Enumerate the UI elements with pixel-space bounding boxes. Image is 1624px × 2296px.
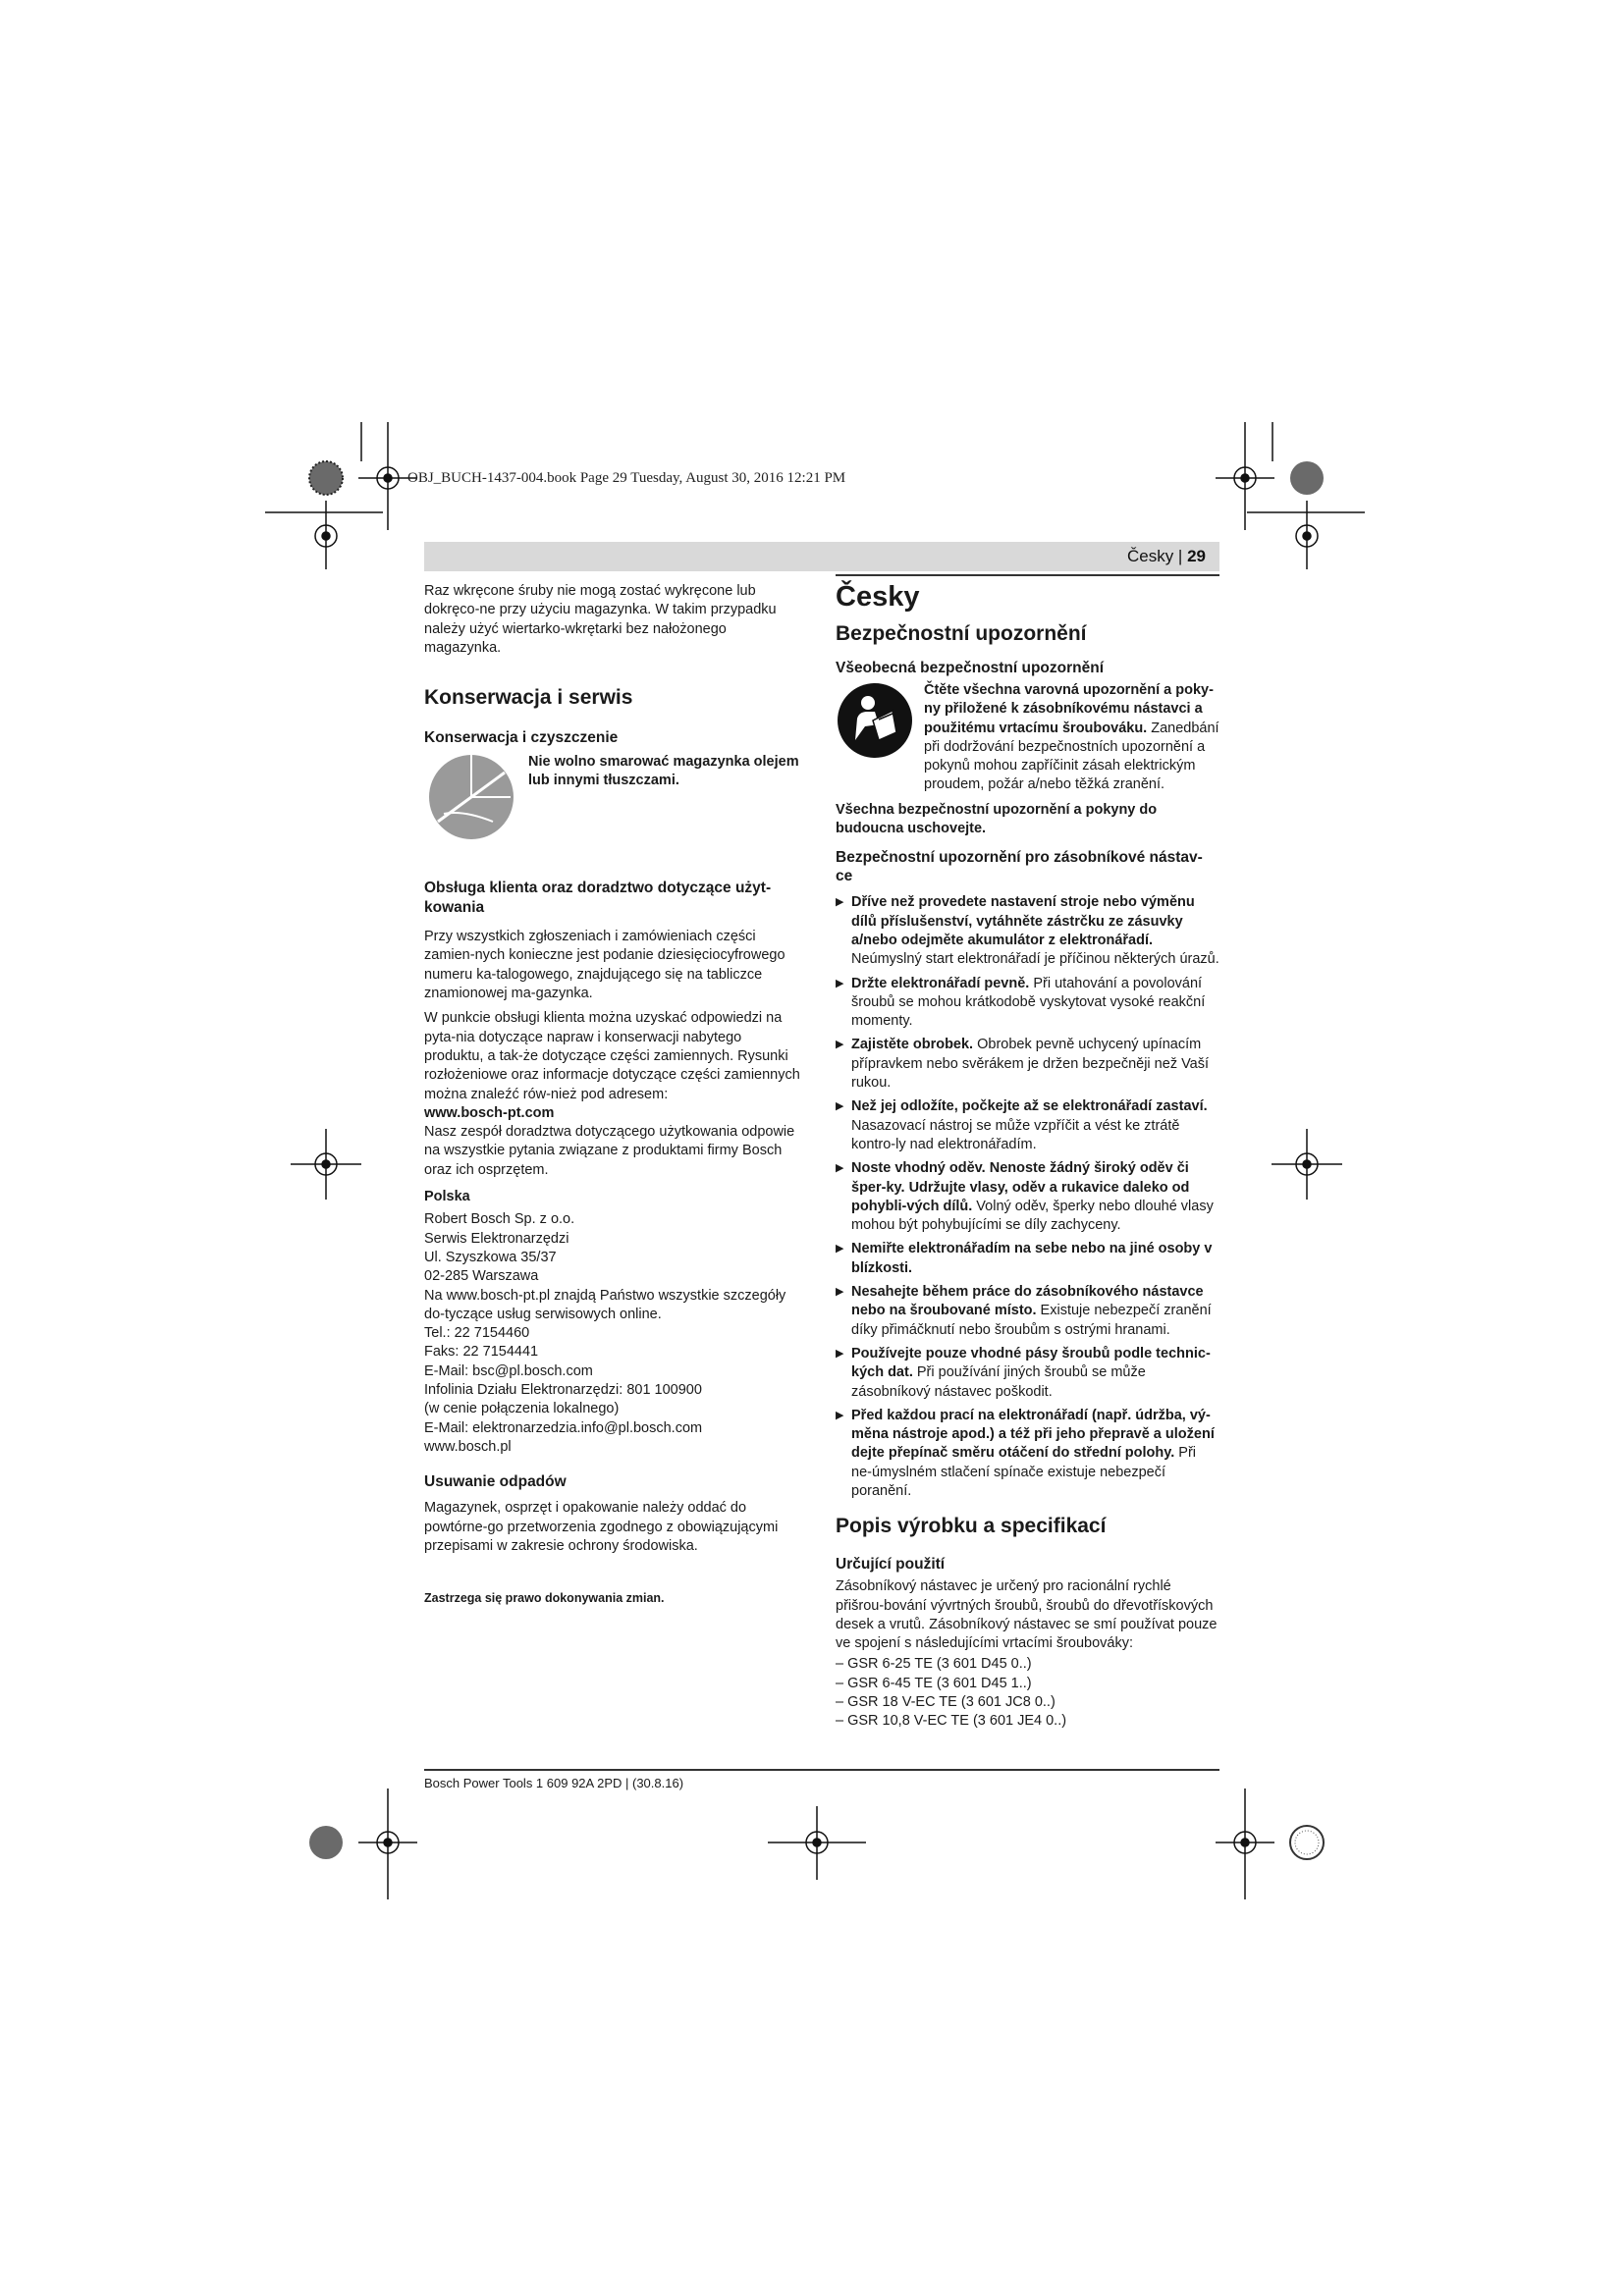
registration-disc-icon	[309, 1826, 343, 1859]
reservation-note: Zastrzega się prawo dokonywania zmian.	[424, 1591, 665, 1606]
bullet-text: Při ne-úmyslném stlačení spínače existuje nebezpečí poranění.	[851, 1445, 1197, 1499]
triangle-right-icon: ▶	[836, 1100, 844, 1113]
list-item: – GSR 10,8 V-EC TE (3 601 JE4 0..)	[836, 1713, 1067, 1730]
triangle-right-icon: ▶	[836, 1286, 844, 1299]
address-line: Ul. Szyszkowa 35/37	[424, 1249, 557, 1265]
crosshair-icon	[358, 1789, 417, 1899]
paragraph-intended-use: Zásobníkový nástavec je určený pro racionální rychlé přišrou-bování vývrtných šroubů, šroubů do dřevotřískových desek a vrutů. Zásobníkový nástavec se smí používat pouze ve spojení s následujícími vrtacími šroubováky:	[836, 1578, 1218, 1652]
heading-general-safety: Všeobecná bezpečnostní upozornění	[836, 660, 1105, 676]
bullet-text: Při používání jiných šroubů se může zásobníkový nástavec poškodit.	[851, 1364, 1146, 1400]
bullet-bold: Zajistěte obrobek.	[851, 1037, 974, 1053]
right-column	[836, 582, 1219, 1732]
registration-disc-icon	[309, 461, 343, 495]
address-line: E-Mail: elektronarzedzia.info@pl.bosch.com	[424, 1419, 703, 1436]
paragraph-service: W punkcie obsługi klienta można uzyskać odpowiedzi na pyta-nia dotyczące napraw i konserwacji nabytego produktu, a tak-że dotyczące części zamiennych. Rysunki rozłożeniowe oraz informacje dotyczące części zamiennych można znaleźć rów-nież pod adresem:	[424, 1010, 800, 1102]
notice-rest: Zanedbání při dodržování bezpečnostních upozornění a pokynů mohou zapříčinit zásah elektrickým proudem, požár a/nebo těžká zranění.	[924, 720, 1219, 793]
page-header	[424, 542, 1219, 571]
list-item: – GSR 6-45 TE (3 601 D45 1..)	[836, 1675, 1032, 1691]
heading-intended-use: Určující použití	[836, 1556, 946, 1574]
heading-safety: Bezpečnostní upozornění	[836, 622, 1087, 645]
crosshair-icon	[1216, 1789, 1274, 1899]
country-heading: Polska	[424, 1189, 470, 1205]
address-line: E-Mail: bsc@pl.bosch.com	[424, 1362, 593, 1379]
bullet-text: Nasazovací nástroj se může vzpříčit a vést ke ztrátě kontro-ly nad elektronářadím.	[851, 1117, 1180, 1152]
heading-magazine-safety: Bezpečnostní upozornění pro zásobníkové nástav-ce	[836, 849, 1203, 885]
safety-bullet	[836, 893, 1219, 969]
crosshair-icon	[1272, 1129, 1342, 1200]
address-line: Serwis Elektronarzędzi	[424, 1230, 569, 1247]
triangle-right-icon: ▶	[836, 896, 844, 909]
subheading-customer-service: Obsługa klienta oraz doradztwo dotyczące użyt-kowania	[424, 880, 772, 917]
triangle-right-icon: ▶	[836, 977, 844, 989]
safety-bullet	[836, 1036, 1219, 1093]
registration-disc-icon	[1290, 1826, 1324, 1859]
safety-bullet	[836, 1283, 1219, 1340]
heading-product-description: Popis výrobku a specifikací	[836, 1515, 1107, 1538]
bullet-text: Obrobek pevně uchycený upínacím přípravkem nebo svěrákem je držen bezpečněji než Vaší rukou.	[851, 1037, 1210, 1092]
safety-bullet	[836, 1407, 1219, 1501]
address-line: Faks: 22 7154441	[424, 1344, 539, 1361]
list-item: – GSR 6-25 TE (3 601 D45 0..)	[836, 1656, 1032, 1673]
triangle-right-icon: ▶	[836, 1347, 844, 1360]
bullet-text: Existuje nebezpečí zranění díky přimáčknutí nebo šroubům s ostrými hranami.	[851, 1303, 1212, 1338]
link-bosch-pt[interactable]: www.bosch-pt.com	[424, 1104, 555, 1121]
address-line: Tel.: 22 7154460	[424, 1325, 530, 1342]
safety-bullet	[836, 975, 1219, 1032]
footer-rule	[424, 1769, 1219, 1771]
bullet-bold: Dříve než provedete nastavení stroje nebo výměnu dílů příslušenství, vytáhněte zástrčku ze zásuvky a/nebo odejměte akumulátor z elektronářadí.	[851, 894, 1195, 948]
warning-text: Nie wolno smarować magazynka olejem lub innymi tłuszczami.	[528, 754, 799, 789]
bullet-bold: Před každou prací na elektronářadí (např. údržba, vý-měna nástroje apod.) a též při jeho přepravě a uložení dejte přepínač směru otáčení do střední polohy.	[851, 1407, 1215, 1462]
subheading-disposal: Usuwanie odpadów	[424, 1473, 567, 1491]
crosshair-icon	[768, 1806, 866, 1880]
crosshair-icon	[291, 1129, 361, 1200]
bullet-bold: Nesahejte během práce do zásobníkového nástavce nebo na šroubované místo.	[851, 1284, 1204, 1319]
no-grease-icon	[424, 753, 518, 841]
print-info-line: OBJ_BUCH-1437-004.book Page 29 Tuesday, August 30, 2016 12:21 PM	[407, 470, 846, 486]
address-line: Infolinia Działu Elektronarzędzi: 801 100900	[424, 1382, 702, 1399]
page-footer: Bosch Power Tools 1 609 92A 2PD | (30.8.16)	[424, 1776, 684, 1790]
address-line: www.bosch.pl	[424, 1438, 512, 1455]
header-label	[1127, 547, 1206, 566]
address-block	[424, 1210, 802, 1457]
bullet-bold: Nemiřte elektronářadím na sebe nebo na jiné osoby v blízkosti.	[851, 1241, 1213, 1276]
crosshair-icon	[1216, 422, 1274, 530]
notice-text	[924, 681, 1219, 795]
header-separator: |	[1173, 547, 1188, 565]
model-list	[836, 1655, 1219, 1731]
intro-paragraph: Raz wkręcone śruby nie mogą zostać wykręcone lub dokręco-ne przy użyciu magazynka. W takim przypadku należy użyć wiertarko-wkrętarki bez nałożonego magazynka.	[424, 583, 777, 656]
address-line: Na www.bosch-pt.pl znajdą Państwo wszystkie szczegóły do-tyczące usług serwisowych online.	[424, 1287, 786, 1322]
warning-box	[424, 753, 802, 841]
section-title-maintenance: Konserwacja i serwis	[424, 686, 633, 710]
triangle-right-icon: ▶	[836, 1039, 844, 1051]
bullet-bold: Než jej odložíte, počkejte až se elektronářadí zastaví.	[851, 1098, 1208, 1115]
bullet-bold: Noste vhodný oděv. Nenoste žádný široký oděv či šper-ky. Udržujte vlasy, oděv a rukavice daleko od pohybli-vých dílů.	[851, 1160, 1190, 1214]
notice-bold: Čtěte všechna varovná upozornění a poky-ny přiložené k zásobníkovému nástavci a použitému vrtacímu šroubováku.	[924, 682, 1214, 736]
read-manual-icon	[836, 681, 914, 760]
triangle-right-icon: ▶	[836, 1409, 844, 1421]
paragraph-spare-parts: Przy wszystkich zgłoszeniach i zamówieniach części zamien-nych konieczne jest podanie dziesięciocyfrowego numeru ka-talogowego, znajdującego się na tabliczce znamionowej ma-gazynka.	[424, 929, 785, 1002]
bullet-bold: Používejte pouze vhodné pásy šroubů podle technic-kých dat.	[851, 1345, 1211, 1381]
address-line: Robert Bosch Sp. z o.o.	[424, 1211, 575, 1228]
header-language: Česky	[1126, 547, 1174, 565]
left-column	[424, 582, 802, 1608]
triangle-right-icon: ▶	[836, 1162, 844, 1175]
subheading-cleaning: Konserwacja i czyszczenie	[424, 729, 619, 747]
read-manual-notice	[836, 681, 1219, 795]
language-title: Česky	[836, 581, 920, 613]
address-line: 02-285 Warszawa	[424, 1268, 539, 1285]
safety-bullet	[836, 1159, 1219, 1235]
list-item: – GSR 18 V-EC TE (3 601 JC8 0..)	[836, 1694, 1056, 1711]
paragraph-advice: Nasz zespół doradztwa dotyczącego użytkowania odpowie na wszystkie pytania związane z produktami firmy Bosch oraz ich osprzętem.	[424, 1124, 795, 1178]
bullet-text: Volný oděv, šperky nebo dlouhé vlasy mohou být pohybujícími se díly zachyceny.	[851, 1198, 1214, 1234]
paragraph-disposal: Magazynek, osprzęt i opakowanie należy oddać do powtórne-go przetworzenia zgodnego z obowiązującymi przepisami w zakresie ochrony środowiska.	[424, 1500, 779, 1554]
safety-bullet	[836, 1345, 1219, 1402]
triangle-right-icon: ▶	[836, 1243, 844, 1255]
crosshair-icon	[265, 501, 383, 569]
title-rule	[836, 574, 1219, 576]
page-number: 29	[1187, 547, 1206, 565]
bullet-bold: Držte elektronářadí pevně.	[851, 975, 1030, 991]
bullet-text: Při utahování a povolování šroubů se mohou krátkodobě vyskytovat vysoké reakční momenty.	[851, 975, 1206, 1030]
bullet-text: Neúmyslný start elektronářadí je příčinou některých úrazů.	[851, 951, 1219, 968]
registration-disc-icon	[1290, 461, 1324, 495]
crosshair-icon	[1247, 501, 1365, 569]
safety-bullet	[836, 1097, 1219, 1154]
safety-bullet	[836, 1240, 1219, 1278]
keep-instructions: Všechna bezpečnostní upozornění a pokyny do budoucna uschovejte.	[836, 801, 1158, 837]
address-line: (w cenie połączenia lokalnego)	[424, 1401, 620, 1417]
